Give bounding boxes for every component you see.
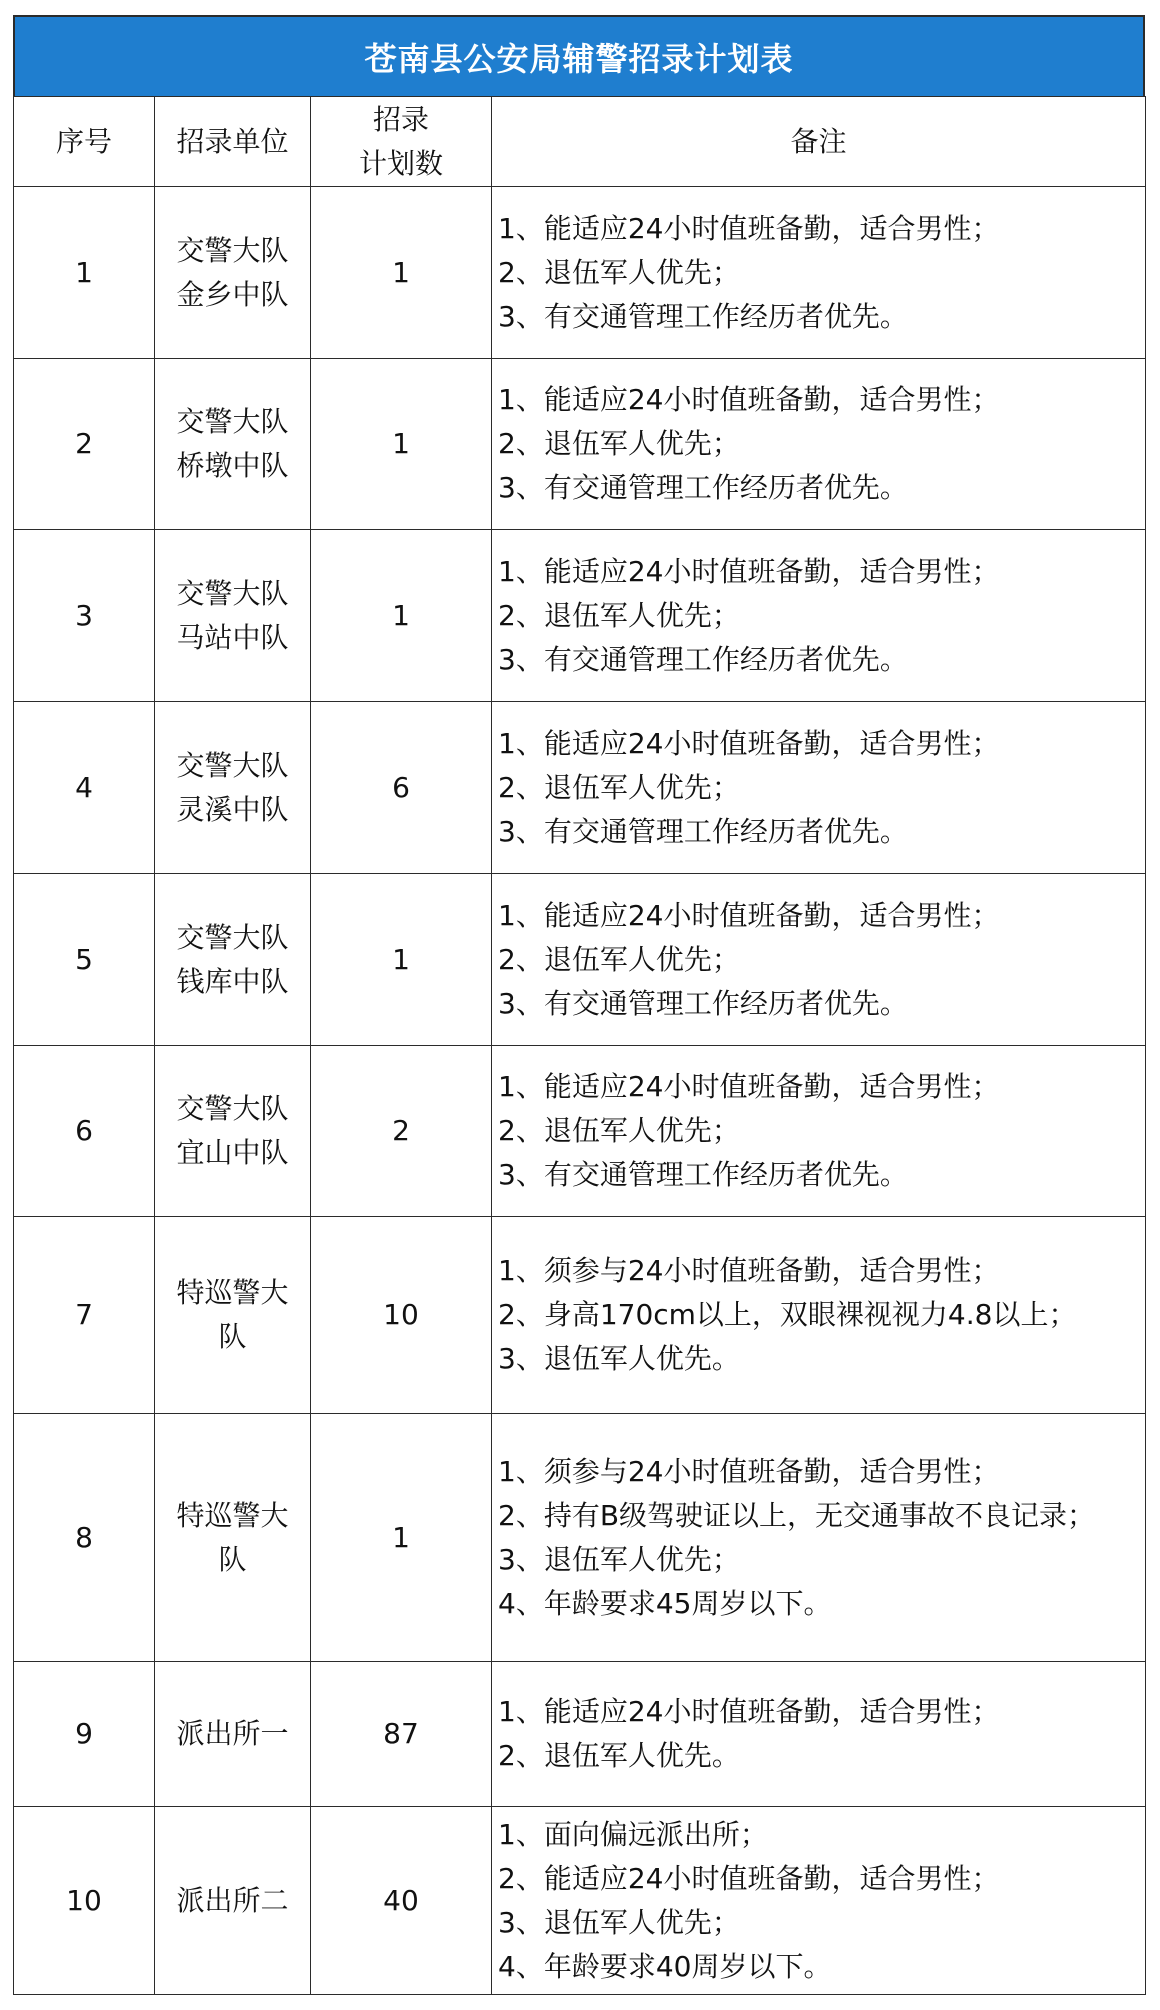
cell-plan: 1 [311,187,492,359]
cell-plan: 1 [311,1414,492,1662]
note-line: 1、能适应24小时值班备勤，适合男性； [498,554,1000,588]
cell-notes [492,359,1146,530]
header-plan [311,97,492,187]
cell-plan: 2 [311,1046,492,1217]
unit-line: 宜山中队 [176,1136,289,1169]
note-line: 1、能适应24小时值班备勤，适合男性； [498,1070,1000,1103]
note-line: 2、退伍军人优先。 [498,1739,740,1772]
note-line: 1、能适应24小时值班备勤，适合男性； [498,383,1000,416]
cell-unit [155,1217,311,1414]
cell-index: 3 [14,530,155,702]
note-line: 3、退伍军人优先。 [498,1342,740,1375]
cell-unit [155,530,311,702]
unit-line: 金乡中队 [176,277,289,311]
cell-plan: 87 [311,1662,492,1807]
unit-line: 特巡警大 [176,1276,289,1309]
header-unit: 招录单位 [155,97,311,187]
table-row [14,530,1146,702]
cell-index: 6 [14,1046,155,1217]
cell-plan: 40 [311,1807,492,1995]
note-line: 1、能适应24小时值班备勤，适合男性； [498,898,1000,932]
note-line: 3、有交通管理工作经历者优先。 [498,299,908,333]
unit-line: 队 [218,1542,247,1576]
note-line: 1、能适应24小时值班备勤，适合男性； [498,1695,1000,1728]
cell-notes [492,1217,1146,1414]
cell-unit [155,702,311,874]
unit-line: 交警大队 [176,1092,289,1125]
unit-line: 交警大队 [176,920,289,954]
cell-plan: 1 [311,359,492,530]
header-row [14,97,1146,187]
cell-unit [155,359,311,530]
table-row [14,702,1146,874]
cell-unit [155,1414,311,1662]
note-line: 2、退伍军人优先； [498,1114,740,1147]
unit-line: 队 [218,1320,247,1353]
cell-notes [492,1807,1146,1995]
note-line: 1、能适应24小时值班备勤，适合男性； [498,726,1000,760]
note-line: 2、退伍军人优先； [498,598,740,632]
note-line: 3、有交通管理工作经历者优先。 [498,986,908,1020]
note-line: 3、有交通管理工作经历者优先。 [498,471,908,504]
note-line: 3、有交通管理工作经历者优先。 [498,814,908,848]
note-line: 2、退伍军人优先； [498,942,740,976]
unit-line: 灵溪中队 [176,792,289,826]
table-title: 苍南县公安局辅警招录计划表 [13,15,1145,96]
cell-notes [492,874,1146,1046]
note-line: 2、退伍军人优先； [498,770,740,804]
cell-plan: 6 [311,702,492,874]
cell-unit [155,874,311,1046]
note-line: 2、能适应24小时值班备勤，适合男性； [498,1861,1000,1895]
note-line: 1、面向偏远派出所； [498,1817,768,1851]
header-index: 序号 [14,97,155,187]
note-line: 3、有交通管理工作经历者优先。 [498,1158,908,1191]
unit-line: 交警大队 [176,233,289,267]
table-body [14,187,1146,1995]
cell-notes [492,1046,1146,1217]
table-row [14,1662,1146,1807]
note-line: 2、退伍军人优先； [498,255,740,289]
note-line: 2、身高170cm以上，双眼裸视视力4.8以上； [498,1298,1077,1331]
cell-index: 1 [14,187,155,359]
recruitment-plan-sheet [13,15,1145,1995]
cell-unit [155,187,311,359]
cell-notes [492,187,1146,359]
cell-unit [155,1662,311,1807]
cell-index: 8 [14,1414,155,1662]
cell-notes [492,530,1146,702]
table-row [14,1807,1146,1995]
cell-index: 5 [14,874,155,1046]
note-line: 2、退伍军人优先； [498,427,740,460]
cell-index: 9 [14,1662,155,1807]
cell-index: 10 [14,1807,155,1995]
cell-index: 4 [14,702,155,874]
unit-line: 交警大队 [176,748,289,782]
cell-plan: 10 [311,1217,492,1414]
note-line: 4、年龄要求40周岁以下。 [498,1949,832,1983]
note-line: 3、退伍军人优先； [498,1905,740,1939]
unit-line: 桥墩中队 [176,449,289,482]
note-line: 3、有交通管理工作经历者优先。 [498,642,908,676]
note-line: 1、能适应24小时值班备勤，适合男性； [498,211,1000,245]
cell-notes [492,1414,1146,1662]
cell-plan: 1 [311,530,492,702]
table-row [14,187,1146,359]
unit-line: 派出所一 [176,1717,289,1750]
table-row [14,1217,1146,1414]
table-row [14,359,1146,530]
cell-plan: 1 [311,874,492,1046]
note-line: 4、年龄要求45周岁以下。 [498,1586,832,1620]
cell-notes [492,702,1146,874]
table-row [14,1046,1146,1217]
header-notes: 备注 [492,97,1146,187]
cell-index: 2 [14,359,155,530]
note-line: 1、须参与24小时值班备勤，适合男性； [498,1254,1000,1287]
unit-line: 钱库中队 [176,964,289,998]
note-line: 3、退伍军人优先； [498,1542,740,1576]
unit-line: 派出所二 [176,1883,289,1917]
header-plan-line: 招录 [372,102,429,136]
table-row [14,874,1146,1046]
note-line: 1、须参与24小时值班备勤，适合男性； [498,1454,1000,1488]
unit-line: 交警大队 [176,576,289,610]
unit-line: 交警大队 [176,405,289,438]
cell-unit [155,1807,311,1995]
note-line: 2、持有B级驾驶证以上，无交通事故不良记录； [498,1498,1096,1532]
header-plan-line: 计划数 [358,146,443,180]
table-row [14,1414,1146,1662]
recruitment-plan-table [13,96,1146,1995]
cell-notes [492,1662,1146,1807]
cell-unit [155,1046,311,1217]
unit-line: 特巡警大 [176,1498,289,1532]
cell-index: 7 [14,1217,155,1414]
unit-line: 马站中队 [176,620,289,654]
